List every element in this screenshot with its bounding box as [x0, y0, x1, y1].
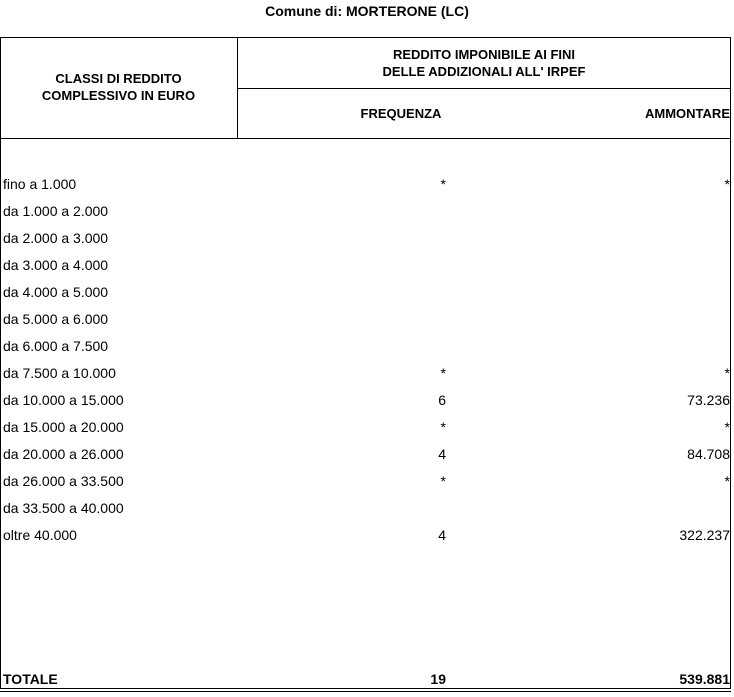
row-amount: *: [724, 473, 730, 489]
header-class-line1: CLASSI DI REDDITO: [55, 71, 182, 86]
header-group-divider: [237, 88, 731, 89]
row-label: da 6.000 a 7.500: [3, 338, 109, 354]
row-amount: 84.708: [687, 446, 730, 462]
header-group-line1: REDDITO IMPONIBILE AI FINI: [392, 47, 575, 62]
row-frequency: *: [440, 176, 446, 192]
total-label: TOTALE: [3, 671, 58, 687]
row-frequency: 4: [438, 527, 446, 543]
row-frequency: *: [440, 473, 446, 489]
row-label: da 26.000 a 33.500: [3, 473, 124, 489]
row-amount: *: [724, 419, 730, 435]
row-label: fino a 1.000: [3, 176, 77, 192]
row-label: da 15.000 a 20.000: [3, 419, 124, 435]
row-label: da 2.000 a 3.000: [3, 230, 109, 246]
header-class-line2: COMPLESSIVO IN EURO: [41, 88, 196, 103]
row-frequency: 4: [438, 446, 446, 462]
row-label: da 7.500 a 10.000: [3, 365, 116, 381]
header-group: [237, 46, 731, 80]
row-frequency: *: [440, 365, 446, 381]
row-amount: *: [724, 176, 730, 192]
row-label: oltre 40.000: [3, 527, 77, 543]
header-amount: AMMONTARE: [645, 106, 730, 121]
row-amount: 322.237: [679, 527, 730, 543]
row-label: da 20.000 a 26.000: [3, 446, 124, 462]
row-label: da 1.000 a 2.000: [3, 203, 109, 219]
row-label: da 5.000 a 6.000: [3, 311, 109, 327]
header-frequency: FREQUENZA: [360, 106, 442, 121]
header-bottom-line: [0, 138, 731, 139]
page-title: Comune di: MORTERONE (LC): [265, 3, 469, 19]
row-label: da 3.000 a 4.000: [3, 257, 109, 273]
total-amount: 539.881: [679, 671, 730, 687]
row-label: da 4.000 a 5.000: [3, 284, 109, 300]
header-class-column: [0, 70, 237, 104]
table-frame: [0, 37, 731, 689]
total-frequency: 19: [430, 671, 446, 687]
row-amount: 73.236: [687, 392, 730, 408]
row-label: da 10.000 a 15.000: [3, 392, 124, 408]
row-frequency: *: [440, 419, 446, 435]
row-amount: *: [724, 365, 730, 381]
row-label: da 33.500 a 40.000: [3, 500, 124, 516]
header-group-line2: DELLE ADDIZIONALI ALL' IRPEF: [382, 64, 586, 79]
table-bottom-double-line: [0, 691, 731, 692]
row-frequency: 6: [438, 392, 446, 408]
